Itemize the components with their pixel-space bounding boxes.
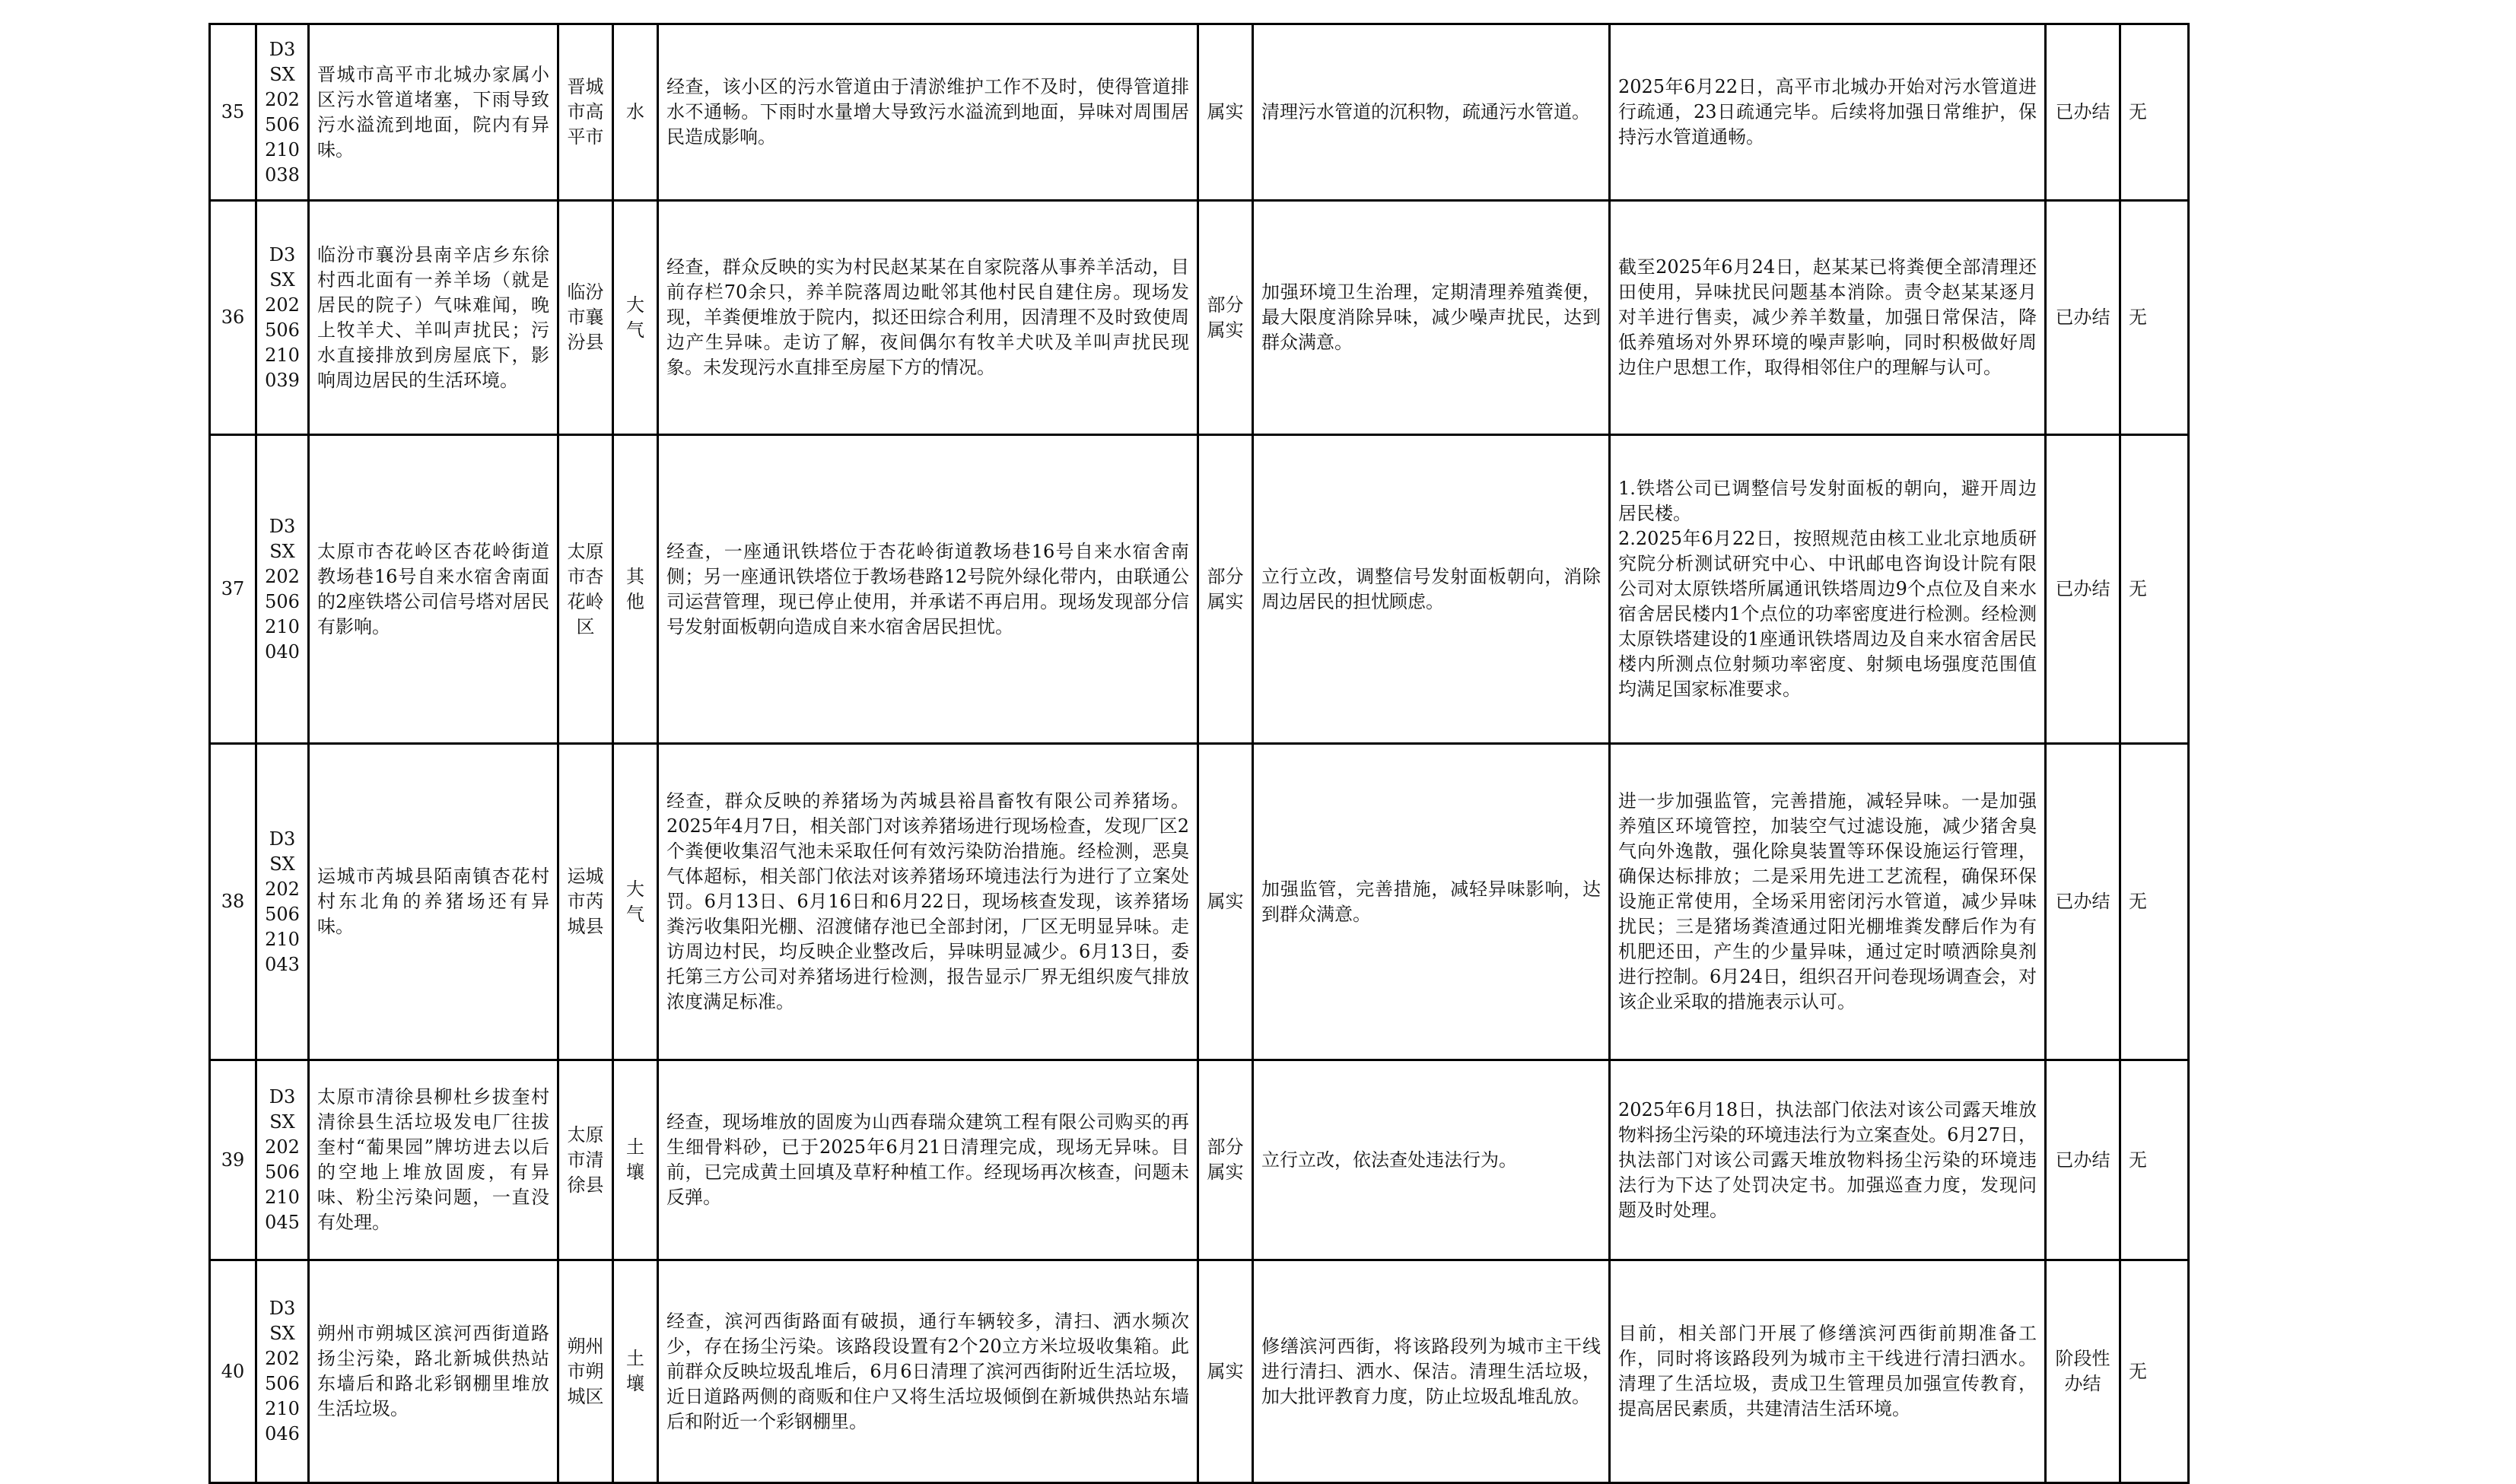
rectification-status: 截至2025年6月24日，赵某某已将粪便全部清理还田使用，异味扰民问题基本消除。责令赵某某逐月对羊进行售卖，减少养羊数量，加强日常保洁，降低养殖场对外界环境的噪声影响，同时积极做好周边住户思想工作，取得相邻住户的理解与认可。 (1618, 256, 2037, 378)
verdict-cell (1198, 1060, 1253, 1260)
rectification-measures: 加强监管，完善措施，减轻异味影响，达到群众满意。 (1261, 878, 1601, 925)
table-body (210, 24, 2189, 1483)
row-number-cell (210, 1060, 256, 1260)
completion-status: 阶段性办结 (2055, 1348, 2110, 1394)
case-code: D3SX202506210038 (265, 38, 300, 186)
completion-status: 已办结 (2055, 101, 2110, 122)
pollution-type: 土壤 (626, 1348, 644, 1394)
pollution-type: 其他 (626, 565, 644, 612)
row-number: 38 (221, 891, 245, 912)
verdict-cell (1198, 435, 1253, 744)
investigation-result-cell (658, 744, 1198, 1060)
case-code-cell (256, 1060, 309, 1260)
complaint-text-cell (309, 24, 558, 201)
case-code: D3SX202506210043 (265, 828, 300, 975)
case-code-cell (256, 1260, 309, 1483)
verdict: 部分属实 (1207, 294, 1244, 341)
completion-status: 已办结 (2055, 307, 2110, 328)
region-cell (558, 744, 613, 1060)
rectification-measures: 清理污水管道的沉积物，疏通污水管道。 (1261, 101, 1590, 122)
complaint-table (208, 23, 2190, 1484)
investigation-result-cell (658, 1260, 1198, 1483)
region-cell (558, 1060, 613, 1260)
rectification-measures-cell (1253, 1260, 1610, 1483)
rectification-measures: 立行立改，依法查处违法行为。 (1261, 1149, 1517, 1171)
case-code: D3SX202506210039 (265, 243, 300, 391)
region-cell (558, 435, 613, 744)
accountability-cell (2120, 24, 2189, 201)
case-code: D3SX202506210045 (265, 1086, 300, 1233)
complaint-text-cell (309, 435, 558, 744)
accountability-cell (2120, 1060, 2189, 1260)
complaint-text-cell (309, 1260, 558, 1483)
investigation-result-cell (658, 435, 1198, 744)
completion-status: 已办结 (2055, 891, 2110, 912)
accountability-cell (2120, 1260, 2189, 1483)
investigation-result: 经查，群众反映的养猪场为芮城县裕昌畜牧有限公司养猪场。2025年4月7日，相关部门对该养猪场进行现场检查，发现厂区2个粪便收集沼气池未采取任何有效污染防治措施。经检测，恶臭气体超标，相关部门依法对该养猪场环境违法行为进行了立案处罚。6月13日、6月16日和6月22日，现场核查发现，该养猪场粪污收集阳光棚、沼渡储存池已全部封闭，厂区无明显异味。走访周边村民，均反映企业整改后，异味明显减少。6月13日，委托第三方公司对养猪场进行检测，报告显示厂界无组织废气排放浓度满足标准。 (666, 790, 1189, 1012)
complaint-text: 临汾市襄汾县南辛店乡东徐村西北面有一养羊场（就是居民的院子）气味难闻，晚上牧羊犬、羊叫声扰民；污水直接排放到房屋底下，影响周边居民的生活环境。 (317, 243, 549, 391)
complaint-text-cell (309, 1060, 558, 1260)
investigation-result: 经查，现场堆放的固废为山西春瑞众建筑工程有限公司购买的再生细骨料砂，已于2025年6月21日清理完成，现场无异味。目前，已完成黄土回填及草籽种植工作。经现场再次核查，问题未反弹。 (666, 1111, 1189, 1208)
rectification-status: 目前，相关部门开展了修缮滨河西街前期准备工作，同时将该路段列为城市主干线进行清扫洒水。清理了生活垃圾，责成卫生管理员加强宣传教育，提高居民素质，共建清洁生活环境。 (1618, 1323, 2037, 1419)
pollution-type: 水 (626, 101, 644, 122)
completion-status-cell (2046, 1260, 2120, 1483)
table-row (210, 435, 2189, 744)
completion-status-cell (2046, 1060, 2120, 1260)
row-number: 35 (221, 101, 245, 122)
table-row (210, 744, 2189, 1060)
case-code-cell (256, 24, 309, 201)
investigation-result: 经查，该小区的污水管道由于清淤维护工作不及时，使得管道排水不通畅。下雨时水量增大导致污水溢流到地面，异味对周围居民造成影响。 (666, 76, 1189, 148)
region: 临汾市襄汾县 (567, 281, 604, 353)
row-number: 37 (221, 578, 245, 599)
row-number-cell (210, 24, 256, 201)
pollution-type-cell (613, 201, 658, 435)
accountability-cell (2120, 435, 2189, 744)
row-number: 36 (221, 307, 245, 328)
accountability: 无 (2129, 101, 2147, 122)
investigation-result: 经查，一座通讯铁塔位于杏花岭街道教场巷16号自来水宿舍南侧；另一座通讯铁塔位于教场巷路12号院外绿化带内，由联通公司运营管理，现已停止使用，并承诺不再启用。现场发现部分信号发射面板朝向造成自来水宿舍居民担忧。 (666, 540, 1189, 637)
row-number-cell (210, 435, 256, 744)
case-code: D3SX202506210046 (265, 1298, 300, 1444)
table-row (210, 1260, 2189, 1483)
case-code-cell (256, 201, 309, 435)
rectification-measures-cell (1253, 24, 1610, 201)
completion-status-cell (2046, 201, 2120, 435)
rectification-status: 2025年6月18日，执法部门依法对该公司露天堆放物料扬尘污染的环境违法行为立案查处。6月27日，执法部门对该公司露天堆放物料扬尘污染的环境违法行为下达了处罚决定书。加强巡查力度，发现问题及时处理。 (1618, 1098, 2037, 1221)
accountability: 无 (2129, 578, 2147, 599)
verdict-cell (1198, 1260, 1253, 1483)
accountability-cell (2120, 201, 2189, 435)
investigation-result-cell (658, 24, 1198, 201)
verdict-cell (1198, 24, 1253, 201)
pollution-type-cell (613, 24, 658, 201)
pollution-type: 土壤 (626, 1136, 644, 1183)
case-code-cell (256, 744, 309, 1060)
accountability-cell (2120, 744, 2189, 1060)
row-number-cell (210, 201, 256, 435)
row-number: 39 (221, 1149, 245, 1171)
investigation-result-cell (658, 1060, 1198, 1260)
case-code-cell (256, 435, 309, 744)
complaint-text-cell (309, 201, 558, 435)
rectification-measures-cell (1253, 744, 1610, 1060)
investigation-result: 经查，滨河西街路面有破损，通行车辆较多，清扫、洒水频次少，存在扬尘污染。该路段设置有2个20立方米垃圾收集箱。此前群众反映垃圾乱堆后，6月6日清理了滨河西街附近生活垃圾，近日道路两侧的商贩和住户又将生活垃圾倾倒在新城供热站东墙后和附近一个彩钢棚里。 (666, 1310, 1189, 1432)
verdict: 部分属实 (1207, 1136, 1244, 1183)
accountability: 无 (2129, 891, 2147, 912)
verdict: 部分属实 (1207, 565, 1244, 612)
completion-status-cell (2046, 435, 2120, 744)
pollution-type-cell (613, 435, 658, 744)
row-number: 40 (221, 1360, 245, 1382)
verdict-cell (1198, 201, 1253, 435)
rectification-status-cell (1610, 1060, 2046, 1260)
rectification-status-cell (1610, 744, 2046, 1060)
complaint-text: 运城市芮城县陌南镇杏花村村东北角的养猪场还有异味。 (317, 866, 549, 937)
table-row (210, 1060, 2189, 1260)
complaint-text-cell (309, 744, 558, 1060)
rectification-measures-cell (1253, 1060, 1610, 1260)
rectification-measures: 修缮滨河西街，将该路段列为城市主干线进行清扫、洒水、保洁。清理生活垃圾，加大批评教育力度，防止垃圾乱堆乱放。 (1261, 1335, 1601, 1407)
rectification-status: 1.铁塔公司已调整信号发射面板的朝向，避开周边居民楼。 2.2025年6月22日，按照规范由核工业北京地质研究院分析测试研究中心、中讯邮电咨询设计院有限公司对太原铁塔所属通讯铁塔周边9个点位及自来水宿舍居民楼内1个点位的功率密度进行检测。经检测太原铁塔建设的1座通讯铁塔周边及自来水宿舍居民楼内所测点位射频功率密度、射频电场强度范围值均满足国家标准要求。 (1618, 478, 2037, 700)
row-number-cell (210, 744, 256, 1060)
accountability: 无 (2129, 1149, 2147, 1171)
region: 太原市清徐县 (567, 1123, 604, 1196)
row-number-cell (210, 1260, 256, 1483)
pollution-type: 大气 (626, 294, 644, 341)
region: 晋城市高平市 (567, 76, 604, 148)
verdict: 属实 (1207, 101, 1244, 122)
verdict: 属实 (1207, 891, 1244, 912)
completion-status-cell (2046, 744, 2120, 1060)
rectification-measures-cell (1253, 201, 1610, 435)
table-row (210, 24, 2189, 201)
complaint-text: 太原市杏花岭区杏花岭街道教场巷16号自来水宿舍南面的2座铁塔公司信号塔对居民有影响。 (317, 540, 549, 637)
rectification-status-cell (1610, 1260, 2046, 1483)
complaint-text: 晋城市高平市北城办家属小区污水管道堵塞，下雨导致污水溢流到地面，院内有异味。 (317, 63, 549, 160)
investigation-result: 经查，群众反映的实为村民赵某某在自家院落从事养羊活动，目前存栏70余只，养羊院落周边毗邻其他村民自建住房。现场发现，羊粪便堆放于院内，拟还田综合利用，因清理不及时致使周边产生异味。走访了解，夜间偶尔有牧羊犬吠及羊叫声扰民现象。未发现污水直排至房屋下方的情况。 (666, 256, 1189, 378)
accountability: 无 (2129, 307, 2147, 328)
region: 太原市杏花岭区 (567, 540, 604, 637)
pollution-type: 大气 (626, 878, 644, 925)
verdict-cell (1198, 744, 1253, 1060)
rectification-status-cell (1610, 435, 2046, 744)
rectification-status: 进一步加强监管，完善措施，减轻异味。一是加强养殖区环境管控，加装空气过滤设施，减少猪舍臭气向外逸散，强化除臭装置等环保设施运行管理，确保达标排放；二是采用先进工艺流程，确保环保设施正常使用，全场采用密闭污水管道，减少异味扰民；三是猪场粪渣通过阳光棚堆粪发酵后作为有机肥还田，产生的少量异味，通过定时喷洒除臭剂进行控制。6月24日，组织召开问卷现场调查会，对该企业采取的措施表示认可。 (1618, 790, 2037, 1012)
rectification-measures: 加强环境卫生治理，定期清理养殖粪便，最大限度消除异味，减少噪声扰民，达到群众满意。 (1261, 281, 1601, 353)
region-cell (558, 201, 613, 435)
pollution-type-cell (613, 1060, 658, 1260)
region-cell (558, 1260, 613, 1483)
table-row (210, 201, 2189, 435)
completion-status: 已办结 (2055, 578, 2110, 599)
region: 朔州市朔城区 (567, 1335, 604, 1407)
investigation-result-cell (658, 201, 1198, 435)
rectification-status-cell (1610, 201, 2046, 435)
accountability: 无 (2129, 1360, 2147, 1382)
completion-status-cell (2046, 24, 2120, 201)
completion-status: 已办结 (2055, 1149, 2110, 1171)
rectification-status-cell (1610, 24, 2046, 201)
pollution-type-cell (613, 744, 658, 1060)
rectification-measures: 立行立改，调整信号发射面板朝向，消除周边居民的担忧顾虑。 (1261, 565, 1601, 612)
rectification-status: 2025年6月22日，高平市北城办开始对污水管道进行疏通，23日疏通完毕。后续将加强日常维护，保持污水管道通畅。 (1618, 76, 2037, 148)
case-code: D3SX202506210040 (265, 515, 300, 663)
pollution-type-cell (613, 1260, 658, 1483)
rectification-measures-cell (1253, 435, 1610, 744)
complaint-text: 朔州市朔城区滨河西街道路扬尘污染，路北新城供热站东墙后和路北彩钢棚里堆放生活垃圾。 (317, 1323, 549, 1419)
region: 运城市芮城县 (567, 866, 604, 937)
region-cell (558, 24, 613, 201)
verdict: 属实 (1207, 1360, 1244, 1382)
complaint-text: 太原市清徐县柳杜乡拔奎村清徐县生活垃圾发电厂往拔奎村“葡果园”牌坊进去以后的空地上堆放固废，有异味、粉尘污染问题，一直没有处理。 (317, 1086, 549, 1233)
